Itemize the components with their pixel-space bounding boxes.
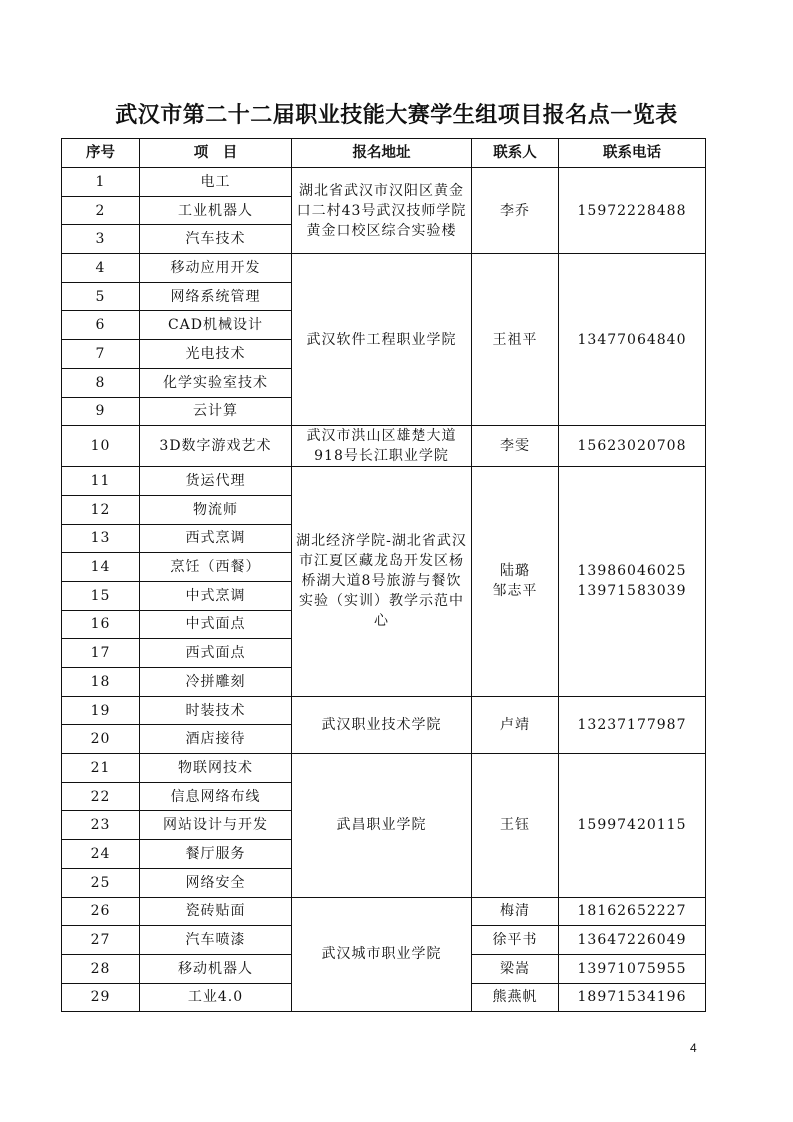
project-name: 汽车喷漆 — [140, 926, 292, 955]
table-row — [62, 254, 706, 283]
contact-person: 熊燕帆 — [472, 983, 559, 1012]
row-number: 20 — [62, 725, 140, 754]
contact-phone: 13237177987 — [559, 696, 706, 753]
row-number: 14 — [62, 553, 140, 582]
registration-table — [61, 138, 706, 1012]
row-number: 23 — [62, 811, 140, 840]
registration-address: 武汉职业技术学院 — [292, 696, 472, 753]
header-phone: 联系电话 — [559, 139, 706, 168]
contact-person: 徐平书 — [472, 926, 559, 955]
project-name: 云计算 — [140, 397, 292, 426]
row-number: 4 — [62, 254, 140, 283]
project-name: 移动机器人 — [140, 954, 292, 983]
row-number: 29 — [62, 983, 140, 1012]
contact-phone: 18971534196 — [559, 983, 706, 1012]
project-name: 网络系统管理 — [140, 282, 292, 311]
row-number: 19 — [62, 696, 140, 725]
contact-person: 李乔 — [472, 168, 559, 254]
project-name: 冷拼雕刻 — [140, 668, 292, 697]
project-name: 餐厅服务 — [140, 840, 292, 869]
contact-phone: 13647226049 — [559, 926, 706, 955]
project-name: 时装技术 — [140, 696, 292, 725]
row-number: 6 — [62, 311, 140, 340]
row-number: 9 — [62, 397, 140, 426]
row-number: 13 — [62, 524, 140, 553]
contact-person: 梁嵩 — [472, 954, 559, 983]
table-row — [62, 426, 706, 467]
registration-address: 武汉市洪山区雄楚大道918号长江职业学院 — [292, 426, 472, 467]
row-number: 10 — [62, 426, 140, 467]
row-number: 3 — [62, 225, 140, 254]
project-name: 瓷砖贴面 — [140, 897, 292, 926]
table-row — [62, 696, 706, 725]
project-name: 工业机器人 — [140, 196, 292, 225]
project-name: 中式面点 — [140, 610, 292, 639]
contact-person: 卢靖 — [472, 696, 559, 753]
table-row — [62, 754, 706, 783]
contact-phone: 13971075955 — [559, 954, 706, 983]
row-number: 22 — [62, 782, 140, 811]
project-name: 物流师 — [140, 495, 292, 524]
row-number: 28 — [62, 954, 140, 983]
project-name: 西式面点 — [140, 639, 292, 668]
contact-phone: 15623020708 — [559, 426, 706, 467]
project-name: 信息网络布线 — [140, 782, 292, 811]
contact-phone: 15997420115 — [559, 754, 706, 897]
header-contact: 联系人 — [472, 139, 559, 168]
contact-person: 王祖平 — [472, 254, 559, 426]
registration-address: 武汉软件工程职业学院 — [292, 254, 472, 426]
page-number: 4 — [690, 1041, 697, 1055]
project-name: 烹饪（西餐） — [140, 553, 292, 582]
table-body — [62, 168, 706, 1012]
project-name: 中式烹调 — [140, 581, 292, 610]
registration-address: 武汉城市职业学院 — [292, 897, 472, 1012]
contact-person: 王钰 — [472, 754, 559, 897]
contact-phone: 15972228488 — [559, 168, 706, 254]
registration-address: 武昌职业学院 — [292, 754, 472, 897]
contact-phone: 13986046025 13971583039 — [559, 467, 706, 697]
row-number: 11 — [62, 467, 140, 496]
table-row — [62, 897, 706, 926]
contact-person: 梅清 — [472, 897, 559, 926]
project-name: CAD机械设计 — [140, 311, 292, 340]
row-number: 1 — [62, 168, 140, 197]
project-name: 汽车技术 — [140, 225, 292, 254]
project-name: 物联网技术 — [140, 754, 292, 783]
project-name: 3D数字游戏艺术 — [140, 426, 292, 467]
project-name: 网络安全 — [140, 868, 292, 897]
header-seq: 序号 — [62, 139, 140, 168]
row-number: 17 — [62, 639, 140, 668]
row-number: 2 — [62, 196, 140, 225]
contact-phone: 13477064840 — [559, 254, 706, 426]
contact-person: 陆璐 邹志平 — [472, 467, 559, 697]
project-name: 化学实验室技术 — [140, 368, 292, 397]
registration-address: 湖北经济学院-湖北省武汉市江夏区藏龙岛开发区杨桥湖大道8号旅游与餐饮实验（实训）教学示范中心 — [292, 467, 472, 697]
table-header-row — [62, 139, 706, 168]
row-number: 27 — [62, 926, 140, 955]
row-number: 21 — [62, 754, 140, 783]
project-name: 移动应用开发 — [140, 254, 292, 283]
project-name: 货运代理 — [140, 467, 292, 496]
row-number: 24 — [62, 840, 140, 869]
row-number: 15 — [62, 581, 140, 610]
project-name: 工业4.0 — [140, 983, 292, 1012]
project-name: 酒店接待 — [140, 725, 292, 754]
project-name: 电工 — [140, 168, 292, 197]
page-title: 武汉市第二十二届职业技能大赛学生组项目报名点一览表 — [115, 102, 678, 128]
contact-phone: 18162652227 — [559, 897, 706, 926]
table-row — [62, 168, 706, 197]
row-number: 25 — [62, 868, 140, 897]
project-name: 光电技术 — [140, 340, 292, 369]
header-project: 项 目 — [140, 139, 292, 168]
row-number: 26 — [62, 897, 140, 926]
row-number: 5 — [62, 282, 140, 311]
row-number: 8 — [62, 368, 140, 397]
table-row — [62, 467, 706, 496]
row-number: 7 — [62, 340, 140, 369]
project-name: 西式烹调 — [140, 524, 292, 553]
row-number: 18 — [62, 668, 140, 697]
row-number: 16 — [62, 610, 140, 639]
contact-person: 李雯 — [472, 426, 559, 467]
header-address: 报名地址 — [292, 139, 472, 168]
project-name: 网站设计与开发 — [140, 811, 292, 840]
registration-address: 湖北省武汉市汉阳区黄金口二村43号武汉技师学院黄金口校区综合实验楼 — [292, 168, 472, 254]
row-number: 12 — [62, 495, 140, 524]
